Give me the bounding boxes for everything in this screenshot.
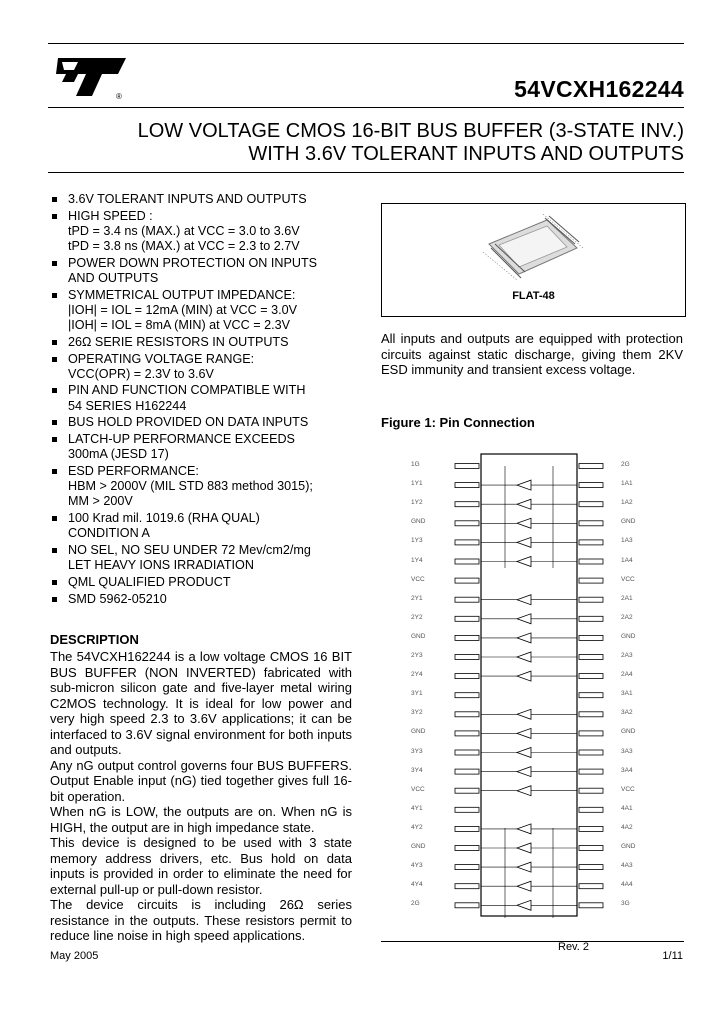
left-pin: [455, 865, 479, 870]
description-paragraph: The 54VCXH162244 is a low voltage CMOS 16 BIT BUS BUFFER (NON INVERTED) fabricated with sub-micron silicon gate and five-layer metal wiring C2MOS technology. It is ideal for low power and very high speed 2.3 to 3.6V applications; it can be interfaced to 3.6V signal environment for both inputs and outputs.: [50, 649, 352, 757]
buffer-symbol: [517, 652, 531, 662]
part-number: 54VCXH162244: [514, 76, 684, 102]
left-pin-label: 3Y4: [411, 766, 423, 774]
left-pin: [455, 693, 479, 698]
description-paragraph: The device circuits is including 26Ω series resistance in the outputs. These resistors permit to reduce line noise in high speed applications.: [50, 897, 352, 943]
right-pin-label: 4A3: [621, 862, 633, 870]
right-pin: [579, 731, 603, 736]
buffer-symbol: [517, 862, 531, 872]
right-pin: [579, 788, 603, 793]
right-pin-label: 3A4: [621, 766, 633, 774]
buffer-symbol: [517, 824, 531, 834]
left-pin-label: GND: [411, 843, 426, 850]
feature-list: [50, 192, 370, 608]
feature-item: [50, 464, 370, 510]
left-pin-label: VCC: [411, 785, 425, 793]
right-pin-label: 2A3: [621, 652, 633, 659]
left-pin: [455, 826, 479, 831]
right-pin: [579, 903, 603, 908]
left-pin: [455, 712, 479, 717]
left-pin-label: 1Y2: [411, 499, 423, 507]
buffer-symbol: [517, 614, 531, 624]
feature-line: HBM > 2000V (MIL STD 883 method 3015);: [68, 479, 313, 494]
feature-line: HIGH SPEED :: [68, 208, 153, 223]
left-pin: [455, 807, 479, 812]
left-pin-label: VCC: [411, 575, 425, 583]
right-pin: [579, 502, 603, 507]
buffer-symbol: [517, 537, 531, 547]
left-pin: [455, 540, 479, 545]
right-pin: [579, 865, 603, 870]
left-pin: [455, 483, 479, 488]
feature-line: 300mA (JESD 17): [68, 447, 169, 462]
left-pin-label: 1Y4: [411, 556, 423, 564]
right-pin: [579, 559, 603, 564]
feature-item: [50, 575, 370, 590]
right-pin: [579, 578, 603, 583]
left-pin-label: 2Y1: [411, 594, 423, 602]
right-pin: [579, 846, 603, 851]
buffer-symbol: [517, 671, 531, 681]
feature-line: QML QUALIFIED PRODUCT: [68, 574, 231, 589]
left-pin: [455, 597, 479, 602]
left-pin-label: GND: [411, 728, 426, 736]
feature-line: tPD = 3.8 ns (MAX.) at VCC = 2.3 to 2.7V: [68, 239, 300, 254]
figure-caption: Figure 1: Pin Connection: [381, 415, 535, 430]
flat48-package-image: [477, 214, 587, 284]
feature-line: 100 Krad mil. 1019.6 (RHA QUAL): [68, 511, 260, 526]
right-pin-label: 2A2: [621, 613, 633, 621]
right-pin: [579, 674, 603, 679]
right-pin: [579, 464, 603, 469]
right-pin: [579, 597, 603, 602]
footer-rule: [381, 941, 684, 942]
description-paragraph: Any nG output control governs four BUS BUFFERS. Output Enable input (nG) tied together gives full 16-bit operation.: [50, 757, 352, 804]
left-pin-label: 2Y4: [411, 671, 423, 679]
left-pin-label: GND: [411, 632, 426, 640]
pin-diagram-svg: [405, 448, 653, 940]
right-pin: [579, 616, 603, 621]
right-pin: [579, 712, 603, 717]
right-pin: [579, 655, 603, 660]
left-pin-label: 1Y3: [411, 537, 423, 545]
esd-paragraph: All inputs and outputs are equipped with protection circuits against static discharge, giving them 2KV ESD immunity and transient excess voltage.: [381, 331, 683, 377]
left-pin: [455, 635, 479, 640]
buffer-symbol: [517, 843, 531, 853]
right-pin-label: GND: [621, 843, 636, 850]
feature-item: [50, 543, 370, 573]
feature-line: AND OUTPUTS: [68, 271, 159, 286]
left-pin-label: 4Y2: [411, 823, 423, 831]
left-pin: [455, 903, 479, 908]
left-pin-label: 3Y1: [411, 690, 423, 698]
buffer-symbol: [517, 728, 531, 738]
right-pin-label: 1A2: [621, 499, 633, 507]
right-pin-label: GND: [621, 728, 636, 736]
feature-item: [50, 209, 370, 255]
left-pin-label: 3Y3: [411, 747, 423, 755]
feature-item: [50, 383, 370, 413]
feature-item: [50, 511, 370, 541]
feature-line: PIN AND FUNCTION COMPATIBLE WITH: [68, 383, 306, 398]
feature-line: 26Ω SERIE RESISTORS IN OUTPUTS: [68, 334, 289, 349]
left-pin-label: 1Y1: [411, 480, 423, 488]
left-pin-label: 1G: [411, 461, 420, 468]
registered-mark: ®: [116, 92, 122, 101]
feature-item: [50, 352, 370, 382]
left-pin-label: 4Y3: [411, 862, 423, 870]
right-pin-label: 2A4: [621, 671, 633, 679]
right-pin-label: 2G: [621, 461, 630, 468]
left-pin: [455, 559, 479, 564]
pin-connection-diagram: [405, 448, 653, 940]
right-pin-label: 2A1: [621, 594, 633, 602]
left-pin: [455, 521, 479, 526]
package-label: FLAT-48: [512, 290, 555, 302]
top-rule: [48, 43, 684, 44]
buffer-symbol: [517, 557, 531, 567]
feature-line: |IOH| = IOL = 8mA (MIN) at VCC = 2.3V: [68, 318, 290, 333]
right-pin: [579, 750, 603, 755]
title-line-2: WITH 3.6V TOLERANT INPUTS AND OUTPUTS: [248, 143, 684, 165]
left-pin-label: 2Y2: [411, 613, 423, 621]
left-pin-label: 4Y4: [411, 881, 423, 889]
header-rule: [48, 107, 684, 108]
left-pin: [455, 884, 479, 889]
feature-line: tPD = 3.4 ns (MAX.) at VCC = 3.0 to 3.6V: [68, 223, 300, 238]
title-rule: [48, 172, 684, 173]
right-pin-label: 1A4: [621, 556, 633, 564]
description-heading: DESCRIPTION: [50, 632, 139, 647]
right-pin-label: GND: [621, 518, 636, 526]
feature-item: [50, 415, 370, 430]
feature-item: [50, 288, 370, 334]
title-line-1: LOW VOLTAGE CMOS 16-BIT BUS BUFFER (3-STATE INV.): [137, 120, 684, 142]
buffer-symbol: [517, 786, 531, 796]
right-pin-label: 4A4: [621, 881, 633, 889]
right-pin: [579, 769, 603, 774]
feature-line: MM > 200V: [68, 494, 133, 509]
right-pin-label: 3G: [621, 900, 630, 908]
left-pin: [455, 731, 479, 736]
buffer-symbol: [517, 633, 531, 643]
left-pin-label: GND: [411, 518, 426, 526]
buffer-symbol: [517, 499, 531, 509]
buffer-symbol: [517, 900, 531, 910]
left-pin: [455, 502, 479, 507]
feature-line: OPERATING VOLTAGE RANGE:: [68, 351, 255, 366]
feature-line: SMD 5962-05210: [68, 591, 167, 606]
feature-line: LATCH-UP PERFORMANCE EXCEEDS: [68, 432, 295, 447]
buffer-symbol: [517, 709, 531, 719]
feature-line: LET HEAVY IONS IRRADIATION: [68, 558, 254, 573]
feature-line: CONDITION A: [68, 526, 150, 541]
right-pin: [579, 521, 603, 526]
feature-line: |IOH| = IOL = 12mA (MIN) at VCC = 3.0V: [68, 302, 297, 317]
right-pin: [579, 483, 603, 488]
right-pin-label: VCC: [621, 785, 635, 793]
left-pin: [455, 750, 479, 755]
right-pin-label: VCC: [621, 575, 635, 583]
feature-item: [50, 335, 370, 350]
feature-line: VCC(OPR) = 2.3V to 3.6V: [68, 366, 214, 381]
left-pin-label: 3Y2: [411, 709, 423, 717]
feature-line: 3.6V TOLERANT INPUTS AND OUTPUTS: [68, 192, 307, 206]
feature-line: 54 SERIES H162244: [68, 398, 187, 413]
feature-line: ESD PERFORMANCE:: [68, 463, 199, 478]
description-paragraph: When nG is LOW, the outputs are on. When nG is HIGH, the output are in high impedance state.: [50, 804, 352, 835]
buffer-symbol: [517, 767, 531, 777]
feature-line: BUS HOLD PROVIDED ON DATA INPUTS: [68, 415, 309, 430]
right-pin: [579, 826, 603, 831]
feature-item: [50, 192, 370, 207]
left-pin-label: 4Y1: [411, 804, 423, 812]
right-pin-label: 4A2: [621, 823, 633, 831]
right-pin: [579, 693, 603, 698]
page-number: 1/11: [662, 950, 683, 962]
left-pin: [455, 464, 479, 469]
package-box: [381, 203, 686, 317]
left-pin: [455, 616, 479, 621]
right-pin-label: 3A2: [621, 709, 633, 717]
right-pin-label: 3A1: [621, 690, 633, 698]
right-pin: [579, 884, 603, 889]
description-body: [50, 649, 352, 944]
buffer-symbol: [517, 748, 531, 758]
right-pin-label: GND: [621, 632, 636, 640]
right-pin-label: 1A1: [621, 480, 633, 488]
revision-label: Rev. 2: [558, 941, 589, 953]
left-pin: [455, 788, 479, 793]
right-pin-label: 3A3: [621, 747, 633, 755]
date-label: May 2005: [50, 950, 99, 962]
feature-item: [50, 256, 370, 286]
feature-line: NO SEL, NO SEU UNDER 72 Mev/cm2/mg: [68, 542, 311, 557]
left-pin: [455, 846, 479, 851]
left-pin-label: 2Y3: [411, 652, 423, 659]
right-pin: [579, 540, 603, 545]
left-pin: [455, 578, 479, 583]
buffer-symbol: [517, 881, 531, 891]
feature-line: POWER DOWN PROTECTION ON INPUTS: [68, 255, 318, 270]
right-pin-label: 4A1: [621, 804, 633, 812]
feature-item: [50, 592, 370, 607]
buffer-symbol: [517, 518, 531, 528]
feature-line: SYMMETRICAL OUTPUT IMPEDANCE:: [68, 287, 296, 302]
left-pin: [455, 674, 479, 679]
buffer-symbol: [517, 595, 531, 605]
right-pin-label: 1A3: [621, 537, 633, 545]
right-pin: [579, 807, 603, 812]
description-paragraph: This device is designed to be used with 3 state memory address drivers, etc. Bus hold on data inputs is provided in order to eliminate the need for external pull-up or pull-down resistor.: [50, 835, 352, 897]
buffer-symbol: [517, 480, 531, 490]
left-pin: [455, 655, 479, 660]
feature-item: [50, 432, 370, 462]
right-pin: [579, 635, 603, 640]
left-pin-label: 2G: [411, 900, 420, 908]
left-pin: [455, 769, 479, 774]
